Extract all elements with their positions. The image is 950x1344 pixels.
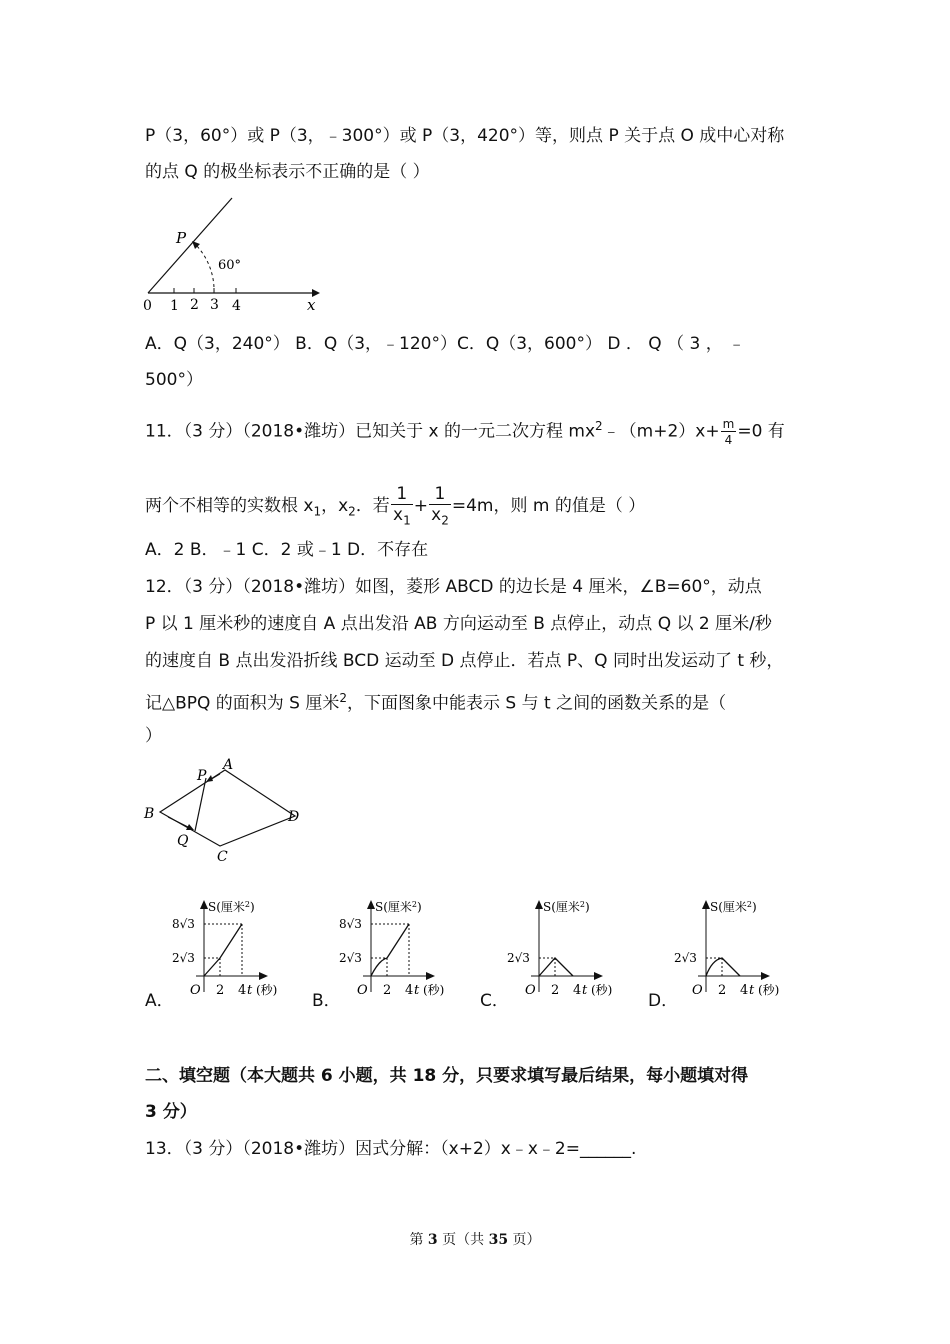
label-b: B <box>144 806 155 822</box>
label-p: P <box>197 768 207 784</box>
graph-b-y2: 2√3 <box>339 951 362 965</box>
section2-heading: 二、填空题（本大题共 6 小题，共 18 分，只要求填写最后结果，每小题填对得 <box>145 1066 749 1086</box>
graph-d <box>670 896 795 1004</box>
graph-a-tunit: (秒) <box>256 983 278 997</box>
label-tick-3: 3 <box>210 297 219 313</box>
graph-c-o: O <box>525 983 536 998</box>
graph-a-x-arrow <box>259 972 268 980</box>
q12-line4-sup: 2 <box>339 691 348 705</box>
page-footer <box>0 1229 950 1249</box>
graph-c-ylabel: S(厘米$^2$) <box>543 900 590 914</box>
graph-c <box>503 896 628 1004</box>
graph-b-x2: 2 <box>383 983 392 998</box>
label-o: 0 <box>143 298 152 314</box>
label-c: C <box>217 849 228 864</box>
graph-d-o: O <box>692 983 703 998</box>
q12-line4-b: ，下面图象中能表示 S 与 t 之间的函数关系的是（ <box>347 693 727 714</box>
graph-c-tunit: (秒) <box>591 983 613 997</box>
q11-line2-c: ．若 <box>355 496 390 517</box>
graph-b-curve <box>371 924 409 976</box>
q12-option-b-label: B． <box>312 991 341 1011</box>
q11-f2-den: $x_2$ <box>430 505 449 528</box>
graph-b-x4: 4 <box>405 983 414 998</box>
graph-b-ylabel: S(厘米$^2$) <box>375 900 422 914</box>
section2-heading-cont: 3 分） <box>145 1102 197 1122</box>
graph-a-x4: 4 <box>238 983 247 998</box>
angle-arc <box>194 243 214 293</box>
label-p: P <box>176 229 187 247</box>
q11-frac-num: m <box>722 416 735 431</box>
graph-b-o: O <box>357 983 368 998</box>
graph-a-curve <box>204 924 242 976</box>
graph-d-x4: 4 <box>740 983 749 998</box>
graph-d-x-arrow <box>761 972 770 980</box>
polar-ray <box>148 198 232 293</box>
graph-c-curve <box>539 958 573 976</box>
label-d: D <box>288 809 300 825</box>
footer-total: 35 <box>488 1232 509 1248</box>
label-tick-1: 1 <box>170 298 179 314</box>
footer-b: 页（共 <box>437 1232 489 1248</box>
graph-b-y8: 8√3 <box>339 917 362 931</box>
footer-a: 第 <box>409 1232 428 1248</box>
graph-b-t: t <box>414 983 420 998</box>
q10-options: A．Q（3，240°） B．Q（3，﹣120°）C．Q（3，600°） D ． Q （ 3 ， ﹣ <box>145 334 746 354</box>
arrow-q-line <box>168 817 190 828</box>
q13-text: 13．（3 分）（2018•潍坊）因式分解：（x+2）x﹣x﹣2=______. <box>145 1139 637 1159</box>
graph-d-x2: 2 <box>718 983 727 998</box>
label-q: Q <box>177 833 189 849</box>
q11-line2-d: =4m，则 m 的值是（ ） <box>451 496 646 517</box>
q11-fraction-m4 <box>721 418 737 446</box>
rhombus-figure <box>140 754 310 864</box>
graph-b-y-arrow <box>367 900 375 909</box>
q11-sub1: 1 <box>313 504 322 519</box>
graph-d-ylabel: S(厘米$^2$) <box>710 900 757 914</box>
q11-f1-den: $x_1$ <box>392 505 411 528</box>
q11-stem-a: 11．（3 分）（2018•潍坊）已知关于 x 的一元二次方程 mx <box>145 421 596 442</box>
polar-figure <box>140 192 330 316</box>
q11-fraction-2 <box>429 486 451 526</box>
graph-d-curve <box>706 958 740 976</box>
q11-options: A．2 B．﹣1 C．2 或﹣1 D．不存在 <box>145 540 429 560</box>
q12-option-a-label: A． <box>145 991 174 1011</box>
q11-sup: 2 <box>595 419 603 433</box>
q11-line2 <box>145 486 645 529</box>
graph-c-x2: 2 <box>551 983 560 998</box>
graph-a-x2: 2 <box>216 983 225 998</box>
q11-f1-num: 1 <box>391 486 413 505</box>
label-tick-2: 2 <box>190 297 199 313</box>
q12-option-c-label: C． <box>480 991 509 1011</box>
q11-stem <box>145 414 785 446</box>
graph-a-ylabel: S(厘米$^2$) <box>208 900 255 914</box>
graph-a <box>168 896 293 1004</box>
graph-b <box>335 896 460 1004</box>
q11-stem-b: ﹣（m+2）x+ <box>602 421 720 442</box>
q11-f2-num: 1 <box>429 486 451 505</box>
q12-option-d-label: D． <box>648 991 679 1011</box>
q12-line2: P 以 1 厘米秒的速度自 A 点出发沿 AB 方向运动至 B 点停止，动点 Q 以 2 厘米/秒 <box>145 614 772 634</box>
graph-a-y-arrow <box>200 900 208 909</box>
q12-line5: ） <box>145 726 162 746</box>
graph-d-y-arrow <box>702 900 710 909</box>
q10-options-cont: 500°） <box>145 370 203 390</box>
graph-c-x4: 4 <box>573 983 582 998</box>
q11-line2-b: ，x <box>321 496 349 517</box>
label-a: A <box>223 757 234 773</box>
q11-sub2: 2 <box>348 504 356 519</box>
label-angle: 60° <box>218 258 242 273</box>
graph-c-y-arrow <box>535 900 543 909</box>
graph-c-t: t <box>582 983 588 998</box>
label-tick-4: 4 <box>232 298 241 314</box>
q12-line4 <box>145 686 726 716</box>
graph-c-y2: 2√3 <box>507 951 530 965</box>
q12-line4-a: 记△BPQ 的面积为 S 厘米 <box>145 693 340 714</box>
graph-a-y8: 8√3 <box>172 917 195 931</box>
q11-frac-den: 4 <box>724 432 733 447</box>
q10-line2: 的点 Q 的极坐标表示不正确的是（ ） <box>145 162 430 182</box>
q10-line1: P（3，60°）或 P（3，﹣300°）或 P（3，420°）等，则点 P 关于点 O 成中心对称 <box>145 126 785 146</box>
graph-d-t: t <box>749 983 755 998</box>
q11-stem-c: =0 有 <box>737 421 785 442</box>
q11-plus: + <box>413 496 428 517</box>
label-x: x <box>307 296 316 314</box>
graph-a-o: O <box>190 983 201 998</box>
q12-line1: 12．（3 分）（2018•潍坊）如图，菱形 ABCD 的边长是 4 厘米，∠B=60°，动点 <box>145 577 762 597</box>
footer-c: 页） <box>508 1232 541 1248</box>
q11-line2-a: 两个不相等的实数根 x <box>145 496 314 517</box>
footer-page: 3 <box>427 1232 438 1248</box>
graph-c-x-arrow <box>594 972 603 980</box>
q12-line3: 的速度自 B 点出发沿折线 BCD 运动至 D 点停止．若点 P、Q 同时出发运动了 t 秒， <box>145 651 784 671</box>
graph-b-x-arrow <box>426 972 435 980</box>
graph-d-tunit: (秒) <box>758 983 780 997</box>
graph-d-y2: 2√3 <box>674 951 697 965</box>
graph-a-t: t <box>247 983 253 998</box>
arrow-p-head <box>206 775 213 782</box>
graph-a-y2: 2√3 <box>172 951 195 965</box>
q11-fraction-1 <box>391 486 413 526</box>
graph-b-tunit: (秒) <box>423 983 445 997</box>
